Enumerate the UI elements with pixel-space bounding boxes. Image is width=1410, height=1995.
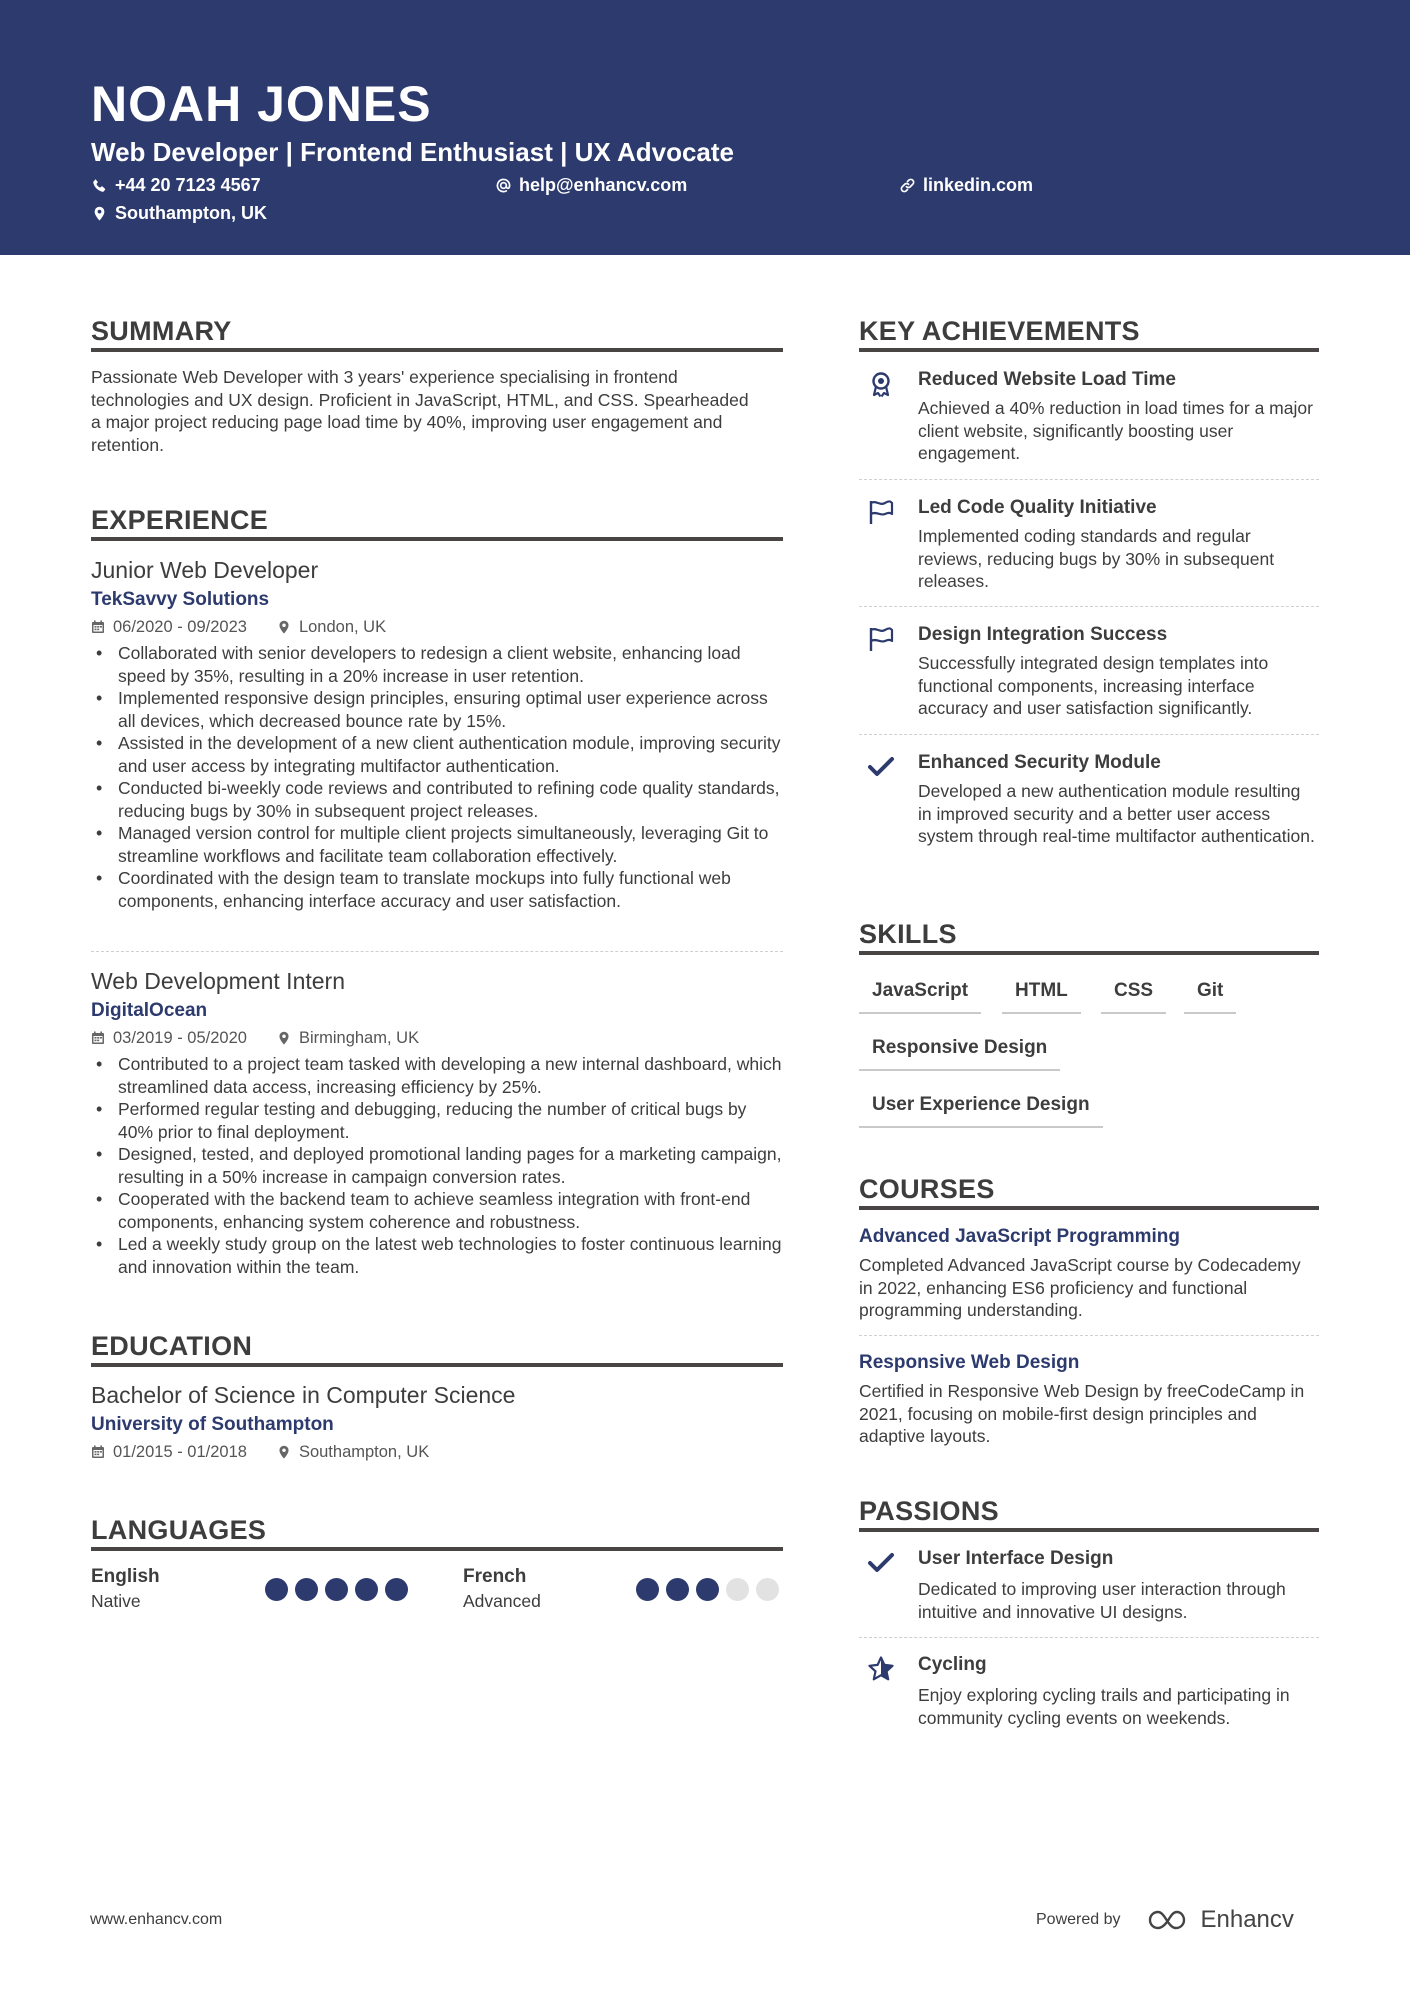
contact-email[interactable] — [496, 174, 687, 196]
rating-dot-filled — [325, 1578, 348, 1601]
rating-dot-filled — [265, 1578, 288, 1601]
bullet-item: • Implemented responsive design principles, ensuring optimal user experience across all devices, which decreased bounce rate by 15%. — [91, 687, 783, 732]
bullet-item: • Designed, tested, and deployed promotional landing pages for a marketing campaign, resulting in a 50% increase in campaign conversion rates. — [91, 1143, 783, 1188]
experience-heading: EXPERIENCE — [91, 505, 269, 535]
entry-separator — [859, 606, 1319, 607]
passion-desc: Enjoy exploring cycling trails and participating in community cycling events on weekends. — [918, 1685, 1290, 1728]
language-level: Native — [91, 1591, 141, 1611]
brand-name: Enhancv — [1200, 1906, 1294, 1933]
summary-divider — [91, 348, 783, 352]
location-pin-icon — [277, 1445, 291, 1459]
school: University of Southampton — [91, 1414, 334, 1435]
skill-tag: Git — [1184, 979, 1236, 1014]
calendar-icon — [91, 1031, 105, 1045]
job-bullets — [91, 1053, 783, 1278]
course-item — [859, 1225, 1319, 1322]
email-text[interactable]: help@enhancv.com — [519, 175, 688, 195]
contact-location — [92, 202, 267, 224]
entry-separator — [859, 734, 1319, 735]
candidate-name: NOAH JONES — [91, 76, 432, 132]
check-icon — [867, 753, 895, 781]
powered-by-label: Powered by — [1036, 1911, 1121, 1928]
location-text: Southampton, UK — [115, 203, 267, 223]
rating-dot-filled — [295, 1578, 318, 1601]
education-entry — [91, 1381, 783, 1462]
bullet-item: • Led a weekly study group on the latest web technologies to foster continuous learning and innovation within the team. — [91, 1233, 783, 1278]
entry-separator — [859, 1335, 1319, 1336]
job-dates: 06/2020 - 09/2023 — [113, 618, 247, 636]
passion-desc: Dedicated to improving user interaction through intuitive and innovative UI designs. — [918, 1579, 1286, 1622]
language-level: Advanced — [463, 1591, 541, 1611]
bullet-item: • Managed version control for multiple client projects simultaneously, leveraging Git to streamline workflows and facilitate team collaboration effectively. — [91, 822, 783, 867]
job-meta — [91, 1028, 783, 1048]
bullet-item: • Coordinated with the design team to translate mockups into fully functional web components, enhancing interface accuracy and user satisfaction. — [91, 867, 783, 912]
languages-heading: LANGUAGES — [91, 1515, 267, 1545]
achievement-desc: Implemented coding standards and regular reviews, reducing bugs by 30% in subsequent releases. — [918, 526, 1275, 591]
achievement-desc: Achieved a 40% reduction in load times for a major client website, significantly boosting user engagement. — [918, 398, 1313, 463]
candidate-tagline: Web Developer | Frontend Enthusiast | UX Advocate — [91, 137, 734, 167]
entry-separator — [859, 1637, 1319, 1638]
footer-powered — [1036, 1906, 1294, 1934]
education-location: Southampton, UK — [298, 1443, 430, 1461]
contact-phone — [92, 174, 261, 196]
job-meta — [91, 617, 783, 637]
star-icon — [867, 1655, 895, 1683]
skill-tag: CSS — [1101, 979, 1166, 1014]
flag-icon — [867, 498, 895, 526]
job-entry — [91, 556, 783, 912]
bullet-item: • Cooperated with the backend team to achieve seamless integration with front-end components, enhancing system coherence and robustness. — [91, 1188, 783, 1233]
summary-text: Passionate Web Developer with 3 years' experience specialising in frontend technologies and UX design. Proficient in JavaScript, HTML, and CSS. Spearheaded a major project reducing page load time by 40%, improving user engagement and retention. — [91, 367, 749, 455]
job-company: TekSavvy Solutions — [91, 589, 270, 610]
job-role: Junior Web Developer — [91, 557, 319, 583]
achievement-title: Enhanced Security Module — [918, 752, 1161, 773]
skill-tag: User Experience Design — [859, 1093, 1103, 1128]
rating-dot-empty — [726, 1578, 749, 1601]
courses-heading: COURSES — [859, 1174, 995, 1204]
link-icon — [900, 178, 915, 193]
job-location: Birmingham, UK — [298, 1029, 420, 1047]
entry-separator — [859, 479, 1319, 480]
language-name: English — [91, 1566, 160, 1587]
enhancv-logo-icon — [1147, 1907, 1193, 1933]
check-icon — [867, 1549, 895, 1577]
skill-tag: HTML — [1002, 979, 1081, 1014]
location-pin-icon — [277, 1031, 291, 1045]
language-name: French — [463, 1566, 527, 1587]
education-heading: EDUCATION — [91, 1331, 253, 1361]
achievement-desc: Successfully integrated design templates into functional components, increasing interface accuracy and user satisfaction significantly. — [918, 653, 1269, 718]
passions-heading: PASSIONS — [859, 1496, 999, 1526]
courses-divider — [859, 1206, 1319, 1210]
language-rating — [636, 1578, 779, 1601]
achievements-divider — [859, 348, 1319, 352]
skill-tag: JavaScript — [859, 979, 981, 1014]
achievements-heading: KEY ACHIEVEMENTS — [859, 316, 1140, 346]
link-text[interactable]: linkedin.com — [923, 175, 1034, 195]
flag-icon — [867, 625, 895, 653]
location-pin-icon — [92, 206, 107, 221]
summary-heading: SUMMARY — [91, 316, 232, 346]
rating-dot-filled — [666, 1578, 689, 1601]
rating-dot-filled — [385, 1578, 408, 1601]
education-meta — [91, 1442, 783, 1462]
achievement-title: Design Integration Success — [918, 624, 1168, 645]
achievement-title: Reduced Website Load Time — [918, 369, 1176, 390]
course-desc: Completed Advanced JavaScript course by Codecademy in 2022, enhancing ES6 proficiency and functional programming understanding. — [859, 1255, 1301, 1320]
award-icon — [867, 370, 895, 398]
passion-title: User Interface Design — [918, 1548, 1114, 1569]
course-title: Advanced JavaScript Programming — [859, 1226, 1180, 1247]
course-desc: Certified in Responsive Web Design by freeCodeCamp in 2021, focusing on mobile-first design principles and adaptive layouts. — [859, 1381, 1305, 1446]
passion-title: Cycling — [918, 1654, 987, 1675]
job-role: Web Development Intern — [91, 968, 345, 994]
rating-dot-filled — [636, 1578, 659, 1601]
languages-divider — [91, 1547, 783, 1551]
contact-link[interactable] — [900, 174, 1033, 196]
entry-separator — [91, 951, 783, 952]
course-item — [859, 1351, 1319, 1448]
experience-divider — [91, 537, 783, 541]
rating-dot-filled — [696, 1578, 719, 1601]
phone-text: +44 20 7123 4567 — [115, 175, 261, 195]
footer-website[interactable]: www.enhancv.com — [90, 1911, 223, 1928]
job-dates: 03/2019 - 05/2020 — [113, 1029, 247, 1047]
language-rating — [265, 1578, 408, 1601]
at-icon — [496, 178, 511, 193]
phone-icon — [92, 178, 107, 193]
achievement-title: Led Code Quality Initiative — [918, 497, 1157, 518]
bullet-item: • Contributed to a project team tasked with developing a new internal dashboard, which streamlined data access, increasing efficiency by 25%. — [91, 1053, 783, 1098]
passions-divider — [859, 1528, 1319, 1532]
bullet-item: • Assisted in the development of a new client authentication module, improving security and user access by integrating multifactor authentication. — [91, 732, 783, 777]
job-location: London, UK — [298, 618, 387, 636]
calendar-icon — [91, 1445, 105, 1459]
degree: Bachelor of Science in Computer Science — [91, 1382, 516, 1408]
achievement-desc: Developed a new authentication module resulting in improved security and a better user access system through real-time multifactor authentication. — [918, 781, 1315, 846]
job-company: DigitalOcean — [91, 1000, 208, 1021]
bullet-item: • Conducted bi-weekly code reviews and contributed to refining code quality standards, reducing bugs by 30% in subsequent project releases. — [91, 777, 783, 822]
education-divider — [91, 1363, 783, 1367]
skills-divider — [859, 951, 1319, 955]
course-title: Responsive Web Design — [859, 1352, 1080, 1373]
bullet-item: • Performed regular testing and debugging, reducing the number of critical bugs by 40% prior to final deployment. — [91, 1098, 783, 1143]
resume-header — [0, 0, 1410, 255]
skill-tag: Responsive Design — [859, 1036, 1060, 1071]
education-dates: 01/2015 - 01/2018 — [113, 1443, 247, 1461]
location-pin-icon — [277, 620, 291, 634]
rating-dot-empty — [756, 1578, 779, 1601]
rating-dot-filled — [355, 1578, 378, 1601]
brand-logo — [1147, 1906, 1294, 1934]
skills-heading: SKILLS — [859, 919, 957, 949]
bullet-item: • Collaborated with senior developers to redesign a client website, enhancing load speed by 35%, resulting in a 20% increase in user retention. — [91, 642, 783, 687]
job-bullets — [91, 642, 783, 912]
calendar-icon — [91, 620, 105, 634]
job-entry — [91, 967, 783, 1278]
